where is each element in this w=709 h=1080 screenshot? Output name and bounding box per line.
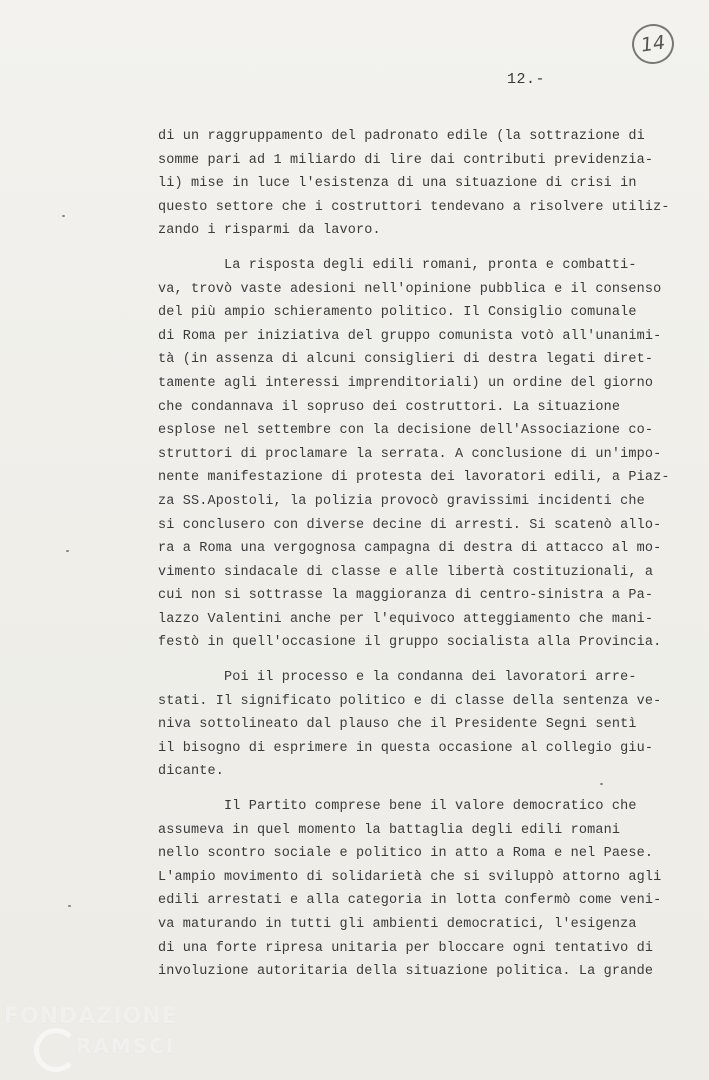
stamp-number: 14 xyxy=(639,31,667,57)
paragraph-gap xyxy=(158,655,678,666)
paper-speck xyxy=(66,550,69,552)
text-line: lazzo Valentini anche per l'equivoco atteggiamento che mani- xyxy=(158,611,654,627)
text-line: stati. Il significato politico e di classe della sentenza ve- xyxy=(158,693,662,709)
paper-speck xyxy=(600,783,603,785)
text-line: del più ampio schieramento politico. Il Consiglio comunale xyxy=(158,305,637,321)
text-line: La risposta degli edili romani, pronta e combatti- xyxy=(158,257,637,273)
text-line: Il Partito comprese bene il valore democratico che xyxy=(158,799,637,815)
text-line: festò in quell'occasione il gruppo socialista alla Provincia. xyxy=(158,635,662,651)
text-line: edili arrestati e alla categoria in lotta confermò come veni- xyxy=(158,893,662,909)
text-line: niva sottolineato dal plauso che il Presidente Segni sentì xyxy=(158,717,637,733)
text-line: di un raggruppamento del padronato edile (la sottrazione di xyxy=(158,129,645,144)
paper-speck xyxy=(68,905,71,907)
archive-stamp xyxy=(629,21,676,66)
body-text xyxy=(158,125,678,984)
text-line: li) mise in luce l'esistenza di una situazione di crisi in xyxy=(158,176,637,192)
watermark-g-logo xyxy=(34,1028,78,1072)
text-line: tamente agli interessi imprenditoriali) un ordine del giorno xyxy=(158,375,654,391)
watermark-line-2: RAMSCI xyxy=(76,1034,176,1058)
page-number: 12.- xyxy=(507,71,546,88)
text-line: za SS.Apostoli, la polizia provocò gravissimi incidenti che xyxy=(158,493,645,509)
fondazione-gramsci-watermark xyxy=(4,1000,184,1070)
text-line: va, trovò vaste adesioni nell'opinione pubblica e il consenso xyxy=(158,281,662,297)
text-line: questo settore che i costruttori tendevano a risolvere utiliz- xyxy=(158,199,670,215)
paragraph-gap xyxy=(158,784,678,795)
text-line: di Roma per iniziativa del gruppo comunista votò all'unanimi- xyxy=(158,328,662,344)
text-line: di una forte ripresa unitaria per bloccare ogni tentativo di xyxy=(158,940,654,956)
text-line: zando i risparmi da lavoro. xyxy=(158,223,381,239)
watermark-line-1: FONDAZIONE xyxy=(4,1004,178,1029)
text-line: esplose nel settembre con la decisione dell'Associazione co- xyxy=(158,423,654,439)
text-line: nello scontro sociale e politico in atto a Roma e nel Paese. xyxy=(158,846,654,862)
text-line: va maturando in tutti gli ambienti democratici, l'esigenza xyxy=(158,917,637,932)
text-line: involuzione autoritaria della situazione politica. La grande xyxy=(158,964,654,980)
text-line: tà (in assenza di alcuni consiglieri di destra legati diret- xyxy=(158,352,654,368)
text-line: che condannava il sopruso dei costruttori. La situazione xyxy=(158,399,621,415)
text-line: ra a Roma una vergognosa campagna di destra di attacco al mo- xyxy=(158,541,662,557)
text-line: assumeva in quel momento la battaglia degli edili romani xyxy=(158,822,621,838)
text-line: somme pari ad 1 miliardo di lire dai contributi previdenzia- xyxy=(158,152,654,168)
paper-speck xyxy=(62,215,65,217)
text-line: si conclusero con diverse decine di arresti. Si scatenò allo- xyxy=(158,517,662,533)
text-line: nente manifestazione di protesta dei lavoratori edili, a Piaz- xyxy=(158,470,670,486)
paragraph-gap xyxy=(158,243,678,254)
text-line: L'ampio movimento di solidarietà che si sviluppò attorno agli xyxy=(158,869,662,885)
text-line: Poi il processo e la condanna dei lavoratori arre- xyxy=(158,670,637,686)
text-line: struttori di proclamare la serrata. A conclusione di un'impo- xyxy=(158,446,662,462)
text-line: vimento sindacale di classe e alle libertà costituzionali, a xyxy=(158,564,654,580)
text-line: il bisogno di esprimere in questa occasione al collegio giu- xyxy=(158,740,654,756)
text-line: cui non si sottrasse la maggioranza di centro-sinistra a Pa- xyxy=(158,588,654,604)
text-line: dicante. xyxy=(158,764,225,780)
